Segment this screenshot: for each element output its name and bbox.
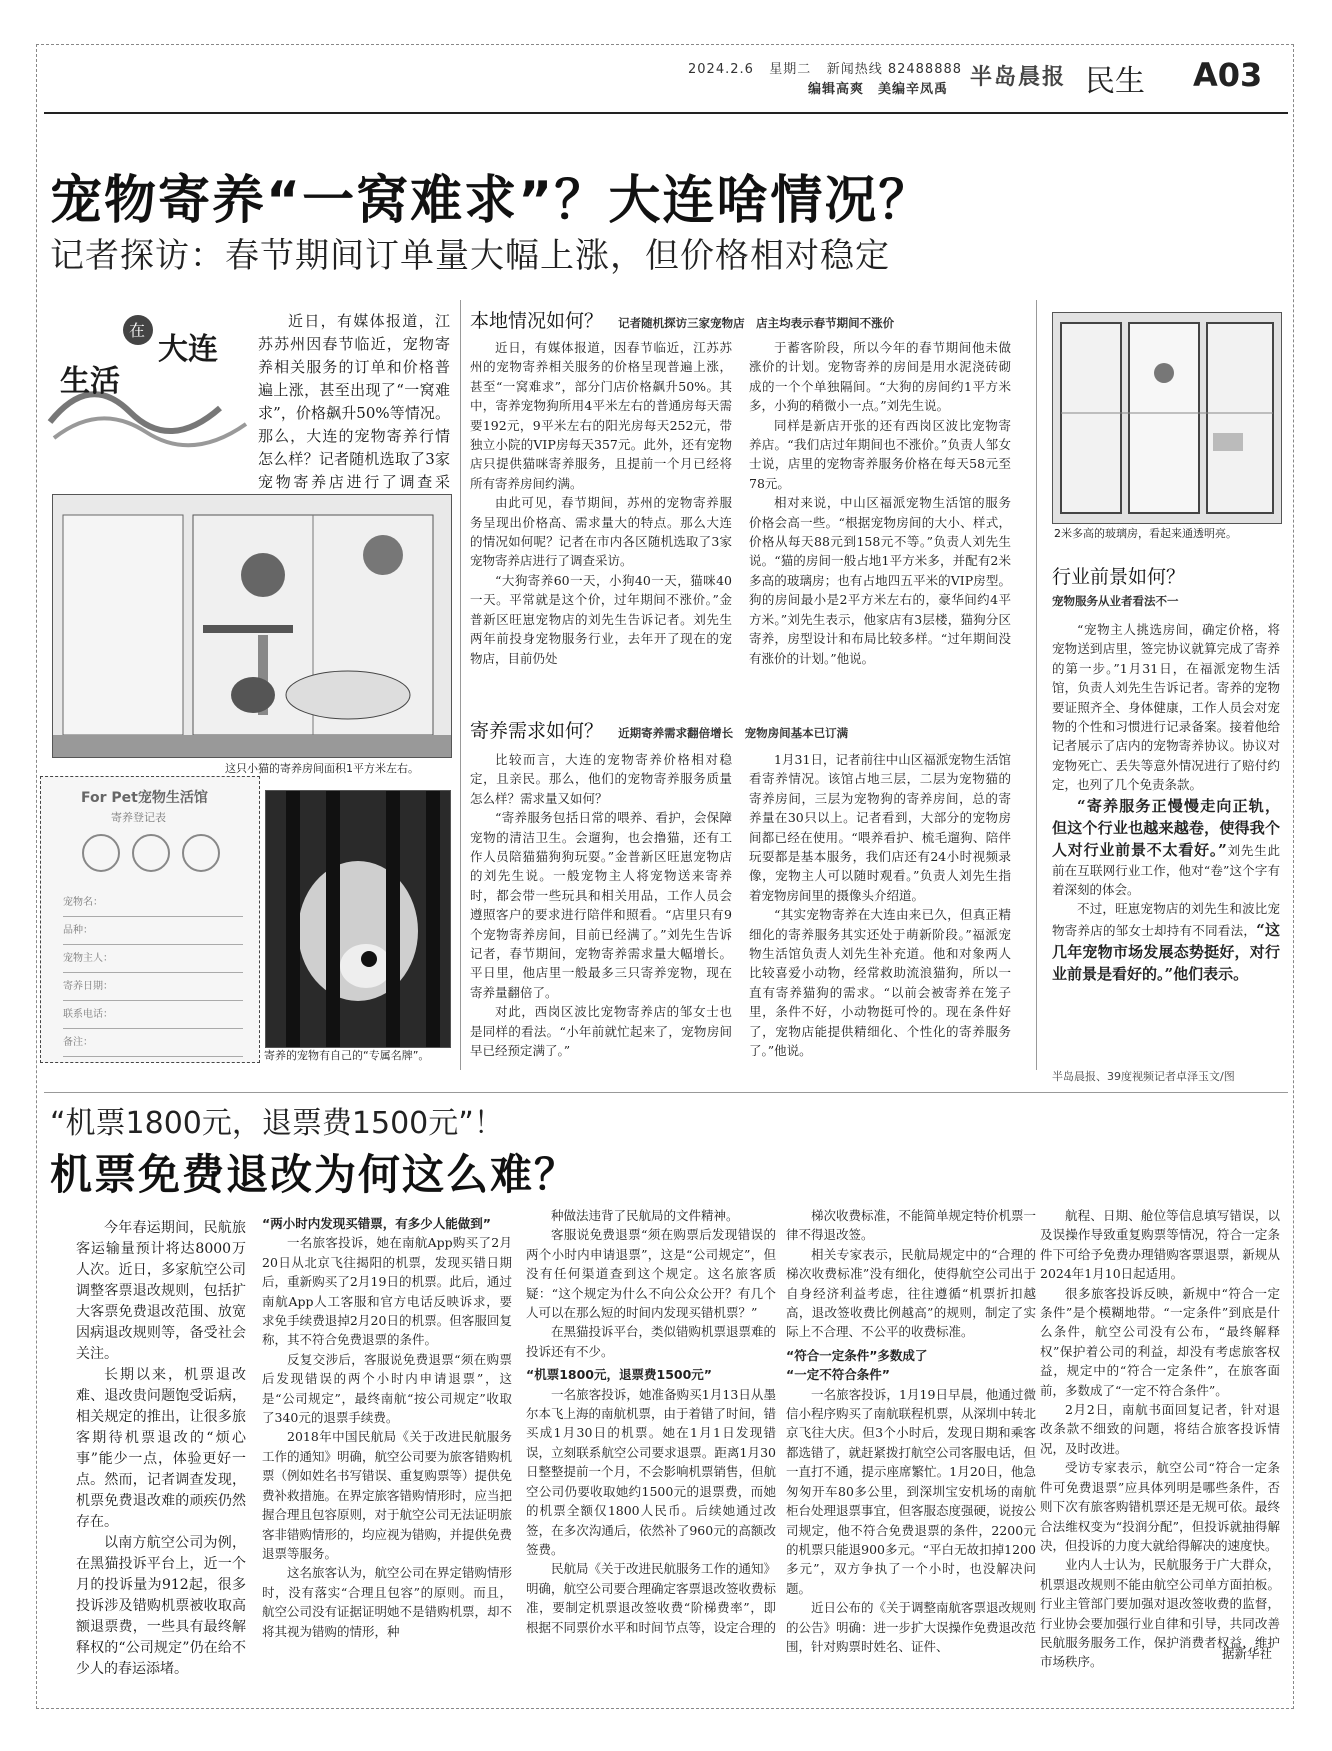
section3-subtitle: 宠物服务从业者看法不一 bbox=[1052, 594, 1179, 608]
paragraph: “大狗寄养60一天，小狗40一天，猫咪40一天。平常就是这个价，过年期间不涨价。”金普新区旺崽宠物店的刘先生告诉记者。刘先生两年前投身宠物服务行业，去年开了现在的宠物店，目前仍处 bbox=[470, 572, 732, 666]
news-hotline: 新闻热线 82488888 bbox=[826, 62, 963, 77]
paragraph: 比较而言，大连的宠物寄养价格相对稳定，且亲民。那么，他们的宠物寄养服务质量怎么样？需求量又如何？ bbox=[470, 752, 732, 806]
dog-photo bbox=[265, 790, 451, 1048]
card-subtitle: 寄养登记表 bbox=[111, 811, 166, 824]
paragraph: 今年春运期间，民航旅客运输量预计将达8000万人次。近日，多家航空公司调整客票退改规则，包括扩大客票免费退改范围、放宽因病退改规则等，备受社会关注。 bbox=[76, 1220, 246, 1362]
paragraph: 不过，旺崽宠物店的刘先生和波比宠物寄养店的邹女士却持有不同看法， bbox=[1052, 901, 1280, 938]
caption-glass-room: 2米多高的玻璃房，看起来通透明亮。 bbox=[1054, 527, 1237, 540]
paragraph: 种做法违背了民航局的文件精神。 bbox=[551, 1208, 739, 1223]
paragraph: 相关专家表示，民航局规定中的“合理的梯次收费标准”没有细化，使得航空公司出于自身经济利益考虑，往往遵循“机票折扣越高，退改签收费比例越高”的规则，制定了实际上不合理、不公平的收费标准。 bbox=[786, 1246, 1036, 1340]
card-field: 品种： bbox=[63, 917, 243, 945]
paragraph: 以南方航空公司为例，在黑猫投诉平台上，近一个月的投诉量为912起，很多投诉涉及错购机票被收取高额退票费，一些具有最终解释权的“公司规定”仍在给不少人的春运添堵。 bbox=[76, 1535, 246, 1677]
paragraph: 民航局《关于改进民航服务工作的通知》明确，航空公司要合理确定客票退改签收费标准，要制定机票退改签收费“阶梯费率”，即根据不同票价水平和时间节点等，设定合理的 bbox=[526, 1561, 777, 1635]
glass-room-image bbox=[1053, 313, 1281, 523]
pet-drawings-icon bbox=[61, 827, 241, 879]
caption-cat: 这只小猫的寄养房间面积1平方米左右。 bbox=[225, 762, 419, 775]
column-divider bbox=[460, 300, 461, 1070]
paragraph: 一名旅客投诉，她准备购买1月13日从墨尔本飞上海的南航机票，由于着错了时间，错买成1月30日的机票。她在1月1日发现错误，立刻联系航空公司要求退票。距离1月30日整整提前一个月，不会影响机票销售，但航空公司仍要收取她约1500元的退票费，而她的机票全额仅1800人民币。后续她通过改签，在多次沟通后，依然补了960元的高额改签费。 bbox=[526, 1386, 777, 1557]
paragraph: 受访专家表示，航空公司“符合一定条件可免费退票”应具体列明是哪些条件，否则下次有旅客购错机票还是无规可依。最终合法维权变为“投润分配”，但投诉就抽得解决，但投诉的力度大就给得解决的速度快。 bbox=[1040, 1460, 1280, 1553]
issue-date: 2024.2.6 bbox=[688, 62, 754, 77]
section3-title: 行业前景如何？ bbox=[1052, 566, 1186, 588]
badge-life: 生活 bbox=[60, 364, 120, 399]
card-title: For Pet宠物生活馆 bbox=[81, 790, 208, 806]
paragraph: 航程、日期、舱位等信息填写错误，以及误操作导致重复购票等情况，符合一定条件下可给予免费办理错购客票退票，新规从2024年1月10日起适用。 bbox=[1040, 1208, 1280, 1282]
section1-column-a bbox=[470, 338, 732, 710]
card-field: 寄养日期： bbox=[63, 973, 243, 1001]
paragraph: 1月31日，记者前往中山区福派宠物生活馆看寄养情况。该馆占地三层，二层为宠物猫的寄养房间，三层为宠物狗的寄养房间，总的寄养量在30只以上。记者看到，大部分的宠物房间都已经在使用。“喂养看护、梳毛遛狗、陪伴玩耍都是基本服务，我们店还有24小时视频录像，宠物主人可以随时观看。”负责人刘先生指着宠物房间里的摄像头介绍道。 bbox=[749, 752, 1011, 903]
paragraph: 在黑猫投诉平台，类似错购机票退票难的投诉还有不少。 bbox=[526, 1324, 777, 1359]
paragraph: 同样是新店开张的还有西岗区波比宠物寄养店。“我们店过年期间也不涨价。”负责人邹女士说，店里的宠物寄养服务价格在每天58元至78元。 bbox=[749, 417, 1011, 491]
article2-lead bbox=[76, 1218, 246, 1677]
page-number: A03 bbox=[1193, 56, 1263, 94]
lead-paragraph: 近日，有媒体报道，江苏苏州因春节临近，宠物寄养相关服务的订单和价格普遍上涨，甚至出现了“一窝难求”，价格飙升50%等情况。那么，大连的宠物寄养行情怎么样？记者随机选取了3家宠物寄养店进行了调查采 bbox=[258, 312, 450, 491]
column-divider bbox=[1036, 300, 1037, 1070]
card-field: 联系电话： bbox=[63, 1001, 243, 1029]
section2-column-b bbox=[749, 750, 1011, 1058]
paragraph: 业内人士认为，民航服务于广大群众，机票退改规则不能由航空公司单方面拍板。行业主管部门要加强对退改签收费的监督，行业协会要加强行业自律和引导，共同改善民航服务服务工作，保护消费者权益，维护市场秩序。 bbox=[1040, 1557, 1280, 1670]
paragraph: 2018年中国民航局《关于改进民航服务工作的通知》明确，航空公司要为旅客错购机票（例如姓名书写错误、重复购票等）提供免费补救措施。在界定旅客错购情形时，应当把握合理且包容原则，对于航空公司无法证明旅客非错购情形的，均应视为错购，并提供免费退票等服务。 bbox=[262, 1429, 513, 1561]
paper-logo: 半岛晨报 bbox=[970, 64, 1067, 90]
article2-column-c bbox=[786, 1206, 1036, 1660]
card-field: 宠物主人： bbox=[63, 945, 243, 973]
subhead: “机票1800元，退票费1500元” bbox=[526, 1367, 713, 1383]
subhead: “两小时内发现买错票，有多少人能做到” bbox=[262, 1216, 491, 1231]
subhead: “一定不符合条件” bbox=[786, 1367, 890, 1383]
section2-subtitle: 近期寄养需求翻倍增长 宠物房间基本已订满 bbox=[618, 726, 849, 740]
paragraph: 相对来说，中山区福派宠物生活馆的服务价格会高一些。“根据宠物房间的大小、样式，价格从每天88元到158元不等。”负责人刘先生说。“猫的房间一般占地1平方米多，并配有2米多高的玻璃房；也有占地四五平米的VIP房型。狗的房间最小是2平方米左右的，豪华间约4平方米。”刘先生表示，他家店有3层楼，猫狗分区寄养，房型设计和布局比较多样。“过年期间没有涨价的计划。”他说。 bbox=[749, 495, 1011, 666]
article1-byline: 半岛晨报、39度视频记者卓泽玉文/图 bbox=[1052, 1070, 1235, 1083]
card-field: 备注： bbox=[63, 1029, 243, 1057]
cat-room-photo bbox=[52, 494, 452, 758]
paragraph: 近日公布的《关于调整南航客票退改规则的公告》明确：进一步扩大误操作免费退改范围，针对购票时姓名、证件、 bbox=[786, 1600, 1037, 1654]
article2-title: 机票免费退改为何这么难？ bbox=[50, 1150, 579, 1199]
section2-column-a bbox=[470, 750, 732, 1058]
paragraph: 对此，西岗区波比宠物寄养店的邹女士也是同样的看法。“小年前就忙起来了，宠物房间早已经预定满了。” bbox=[470, 1004, 732, 1059]
section2-heading bbox=[470, 716, 848, 743]
article2-source: 据新华社 bbox=[1222, 1646, 1273, 1661]
card-field: 宠物名： bbox=[63, 889, 243, 917]
paragraph: 一名旅客投诉，1月19日早晨，他通过微信小程序购买了南航联程机票，从深圳中转北京飞往大庆。但3个小时后，发现日期和乘客都选错了，就赶紧拨打航空公司客服电话，但一直打不通，提示座席繁忙。1月20日，他急匆匆开车80多公里，到深圳宝安机场的南航柜台处理退票事宜，但客服态度强硬，说按公司规定，他不符合免费退票的条件，2200元的机票只能退900多元。“平白无故扣掉1200多元”，双方争执了一个小时，也没解决问题。 bbox=[786, 1386, 1037, 1596]
dog-behind-bars-image bbox=[266, 791, 450, 1047]
paragraph: “寄养服务包括日常的喂养、看护，会保障宠物的清洁卫生。会遛狗，也会撸猫，还有工作人员陪猫猫狗狗玩耍。”金普新区旺崽宠物店的刘先生说。一般宠物主人将宠物送来寄养时，都会带一些玩具和相关用品，工作人员会遵照客户的要求进行陪伴和照看。“店里只有9个宠物寄养房间，目前已经满了。”刘先生告诉记者，春节期间，宠物寄养需求量大幅增长。平日里，他店里一般最多三只寄养宠物，现在寄养量翻倍了。 bbox=[470, 810, 732, 1000]
issue-date-line bbox=[688, 58, 962, 77]
section1-column-b bbox=[749, 338, 1011, 710]
badge-zai: 在 bbox=[129, 321, 146, 340]
article1-lead bbox=[258, 310, 450, 491]
paragraph: 一名旅客投诉，她在南航App购买了2月20日从北京飞往揭阳的机票，发现买错日期后，重新购买了2月19日的机票。此后，通过南航App人工客服和官方电话反映诉求，要求免手续费退掉2月20日的机票。但客服回复称，其不符合免费退票的条件。 bbox=[262, 1235, 512, 1348]
article2-column-a bbox=[262, 1210, 512, 1660]
paragraph: 长期以来，机票退改难、退改贵问题饱受诟病，相关规定的推出，让很多旅客期待机票退改的“烦心事”能少一点，体验更好一点。然而，记者调查发现，机票免费退改难的顽疾仍然存在。 bbox=[76, 1367, 246, 1530]
paragraph: “宠物主人挑选房间，确定价格，将宠物送到店里，签完协议就算完成了寄养的第一步。”1月31日，在福派宠物生活馆，负责人刘先生告诉记者。寄养的宠物要证照齐全、身体健康，工作人员会对宠物的个性和习惯进行记录备案。接着他给记者展示了店内的宠物寄养协议。协议对宠物死亡、丢失等意外情况进行了赔付约定，也列了几个免责条款。 bbox=[1052, 622, 1280, 793]
paragraph: 由此可见，春节期间，苏州的宠物寄养服务呈现出价格高、需求量大的特点。那么大连的情况如何呢？记者在市内各区随机选取了3家宠物寄养店进行了调查采访。 bbox=[470, 495, 732, 569]
paragraph: “其实宠物寄养在大连由来已久，但真正精细化的寄养服务其实还处于萌新阶段。”福派宠物生活馆负责人刘先生补充道。他和对象两人比较喜爱小动物，经常救助流浪猫狗，所以一直有寄养猫狗的需求。“以前会被寄养在笼子里，条件不好，小动物挺可怜的。现在条件好了，宠物店能提供精细化、个性化的寄养服务了。”他说。 bbox=[749, 907, 1011, 1059]
section1-heading bbox=[470, 306, 894, 333]
section1-title: 本地情况如何？ bbox=[470, 310, 604, 332]
paragraph: 反复交涉后，客服说免费退票“须在购票后发现错误的两个小时内申请退票”，这是“公司规定”，最终南航“按公司规定”收取了340元的退票手续费。 bbox=[262, 1351, 512, 1426]
cat-room-image bbox=[53, 495, 451, 757]
column-badge bbox=[50, 312, 250, 452]
quote-followup: 刘先生此前在互联网行业工作，他对“卷”这个字有着深刻的体会。 bbox=[1052, 842, 1280, 898]
paragraph: 2月2日，南航书面回复记者，针对退改条款不细致的问题，将结合旅客投诉情况，及时改进。 bbox=[1040, 1402, 1280, 1456]
paragraph: 客服说免费退票“须在购票后发现错误的两个小时内申请退票”，这是“公司规定”，但没有任何渠道查到这个规定。这名旅客质疑：“这个规定为什么不向公众公开？有几个人可以在那么短的时间内发现买错机票？” bbox=[526, 1227, 776, 1321]
header-rule bbox=[44, 112, 1288, 114]
section2-title: 寄养需求如何？ bbox=[470, 720, 604, 742]
article1-title: 宠物寄养“一窝难求”？大连啥情况？ bbox=[50, 171, 933, 231]
paragraph: 于蓄客阶段，所以今年的春节期间他未做涨价的计划。宠物寄养的房间是用水泥浇砖砌成的一个个单独隔间。“大狗的房间约1平方米多，小狗的稍微小一点。”刘先生说。 bbox=[749, 340, 1011, 414]
article2-quote: “机票1800元，退票费1500元”！ bbox=[50, 1106, 504, 1141]
article1-subtitle: 记者探访：春节期间订单量大幅上涨，但价格相对稳定 bbox=[50, 236, 890, 276]
paragraph: 这名旅客认为，航空公司在界定错购情形时，没有落实“合理且包容”的原则。而且，航空公司没有证据证明她不是错购机票，却不将其视为错购的情形，种 bbox=[262, 1565, 513, 1639]
pet-registration-card bbox=[40, 776, 260, 1063]
section1-subtitle: 记者随机探访三家宠物店 店主均表示春节期间不涨价 bbox=[618, 316, 895, 330]
section3-column bbox=[1052, 620, 1280, 1068]
article2-column-b bbox=[526, 1206, 776, 1660]
quote-bold-2: “这几年宠物市场发展态势挺好，对行业前景是看好的。”他们表示。 bbox=[1052, 920, 1280, 983]
quote-bold: “寄养服务正慢慢走向正轨，但这个行业也越来越卷，使得我个人对行业前景不太看好。” bbox=[1052, 796, 1280, 859]
paragraph: 近日，有媒体报道，因春节临近，江苏苏州的宠物寄养相关服务的价格呈现普遍上涨，甚至“一窝难求”，部分门店价格飙升50%。其中，寄养宠物狗所用4平米左右的普通房每天需要192元，9平米左右的阳光房每天252元，带独立小院的VIP房每天357元。此外，还有宠物店只提供猫咪寄养服务，且提前一个月已经将所有寄养房间约满。 bbox=[470, 340, 732, 491]
issue-weekday: 星期二 bbox=[769, 62, 812, 77]
section-name: 民生 bbox=[1085, 64, 1145, 99]
paragraph: 梯次收费标准，不能简单规定特价机票一律不得退改签。 bbox=[786, 1208, 1037, 1243]
subhead: “符合一定条件”多数成了 bbox=[786, 1347, 928, 1363]
article-divider bbox=[44, 1092, 1288, 1093]
paragraph: 很多旅客投诉反映，新规中“符合一定条件”是个模糊地带。“一定条件”到底是什么条件，航空公司没有公布，“最终解释权”保护着公司的利益，却没有考虑旅客权益，规定中的“符合一定条件”，在旅客面前，多数成了“一定不符合条件”。 bbox=[1040, 1285, 1280, 1398]
glass-room-photo bbox=[1052, 312, 1282, 524]
editor-credits: 编辑高爽 美编辛凤禹 bbox=[808, 82, 949, 97]
badge-dalian: 大连 bbox=[158, 332, 218, 367]
section3-heading bbox=[1052, 562, 1185, 609]
card-fields bbox=[63, 889, 243, 1057]
caption-dog: 寄养的宠物有自己的“专属名牌”。 bbox=[264, 1049, 430, 1062]
